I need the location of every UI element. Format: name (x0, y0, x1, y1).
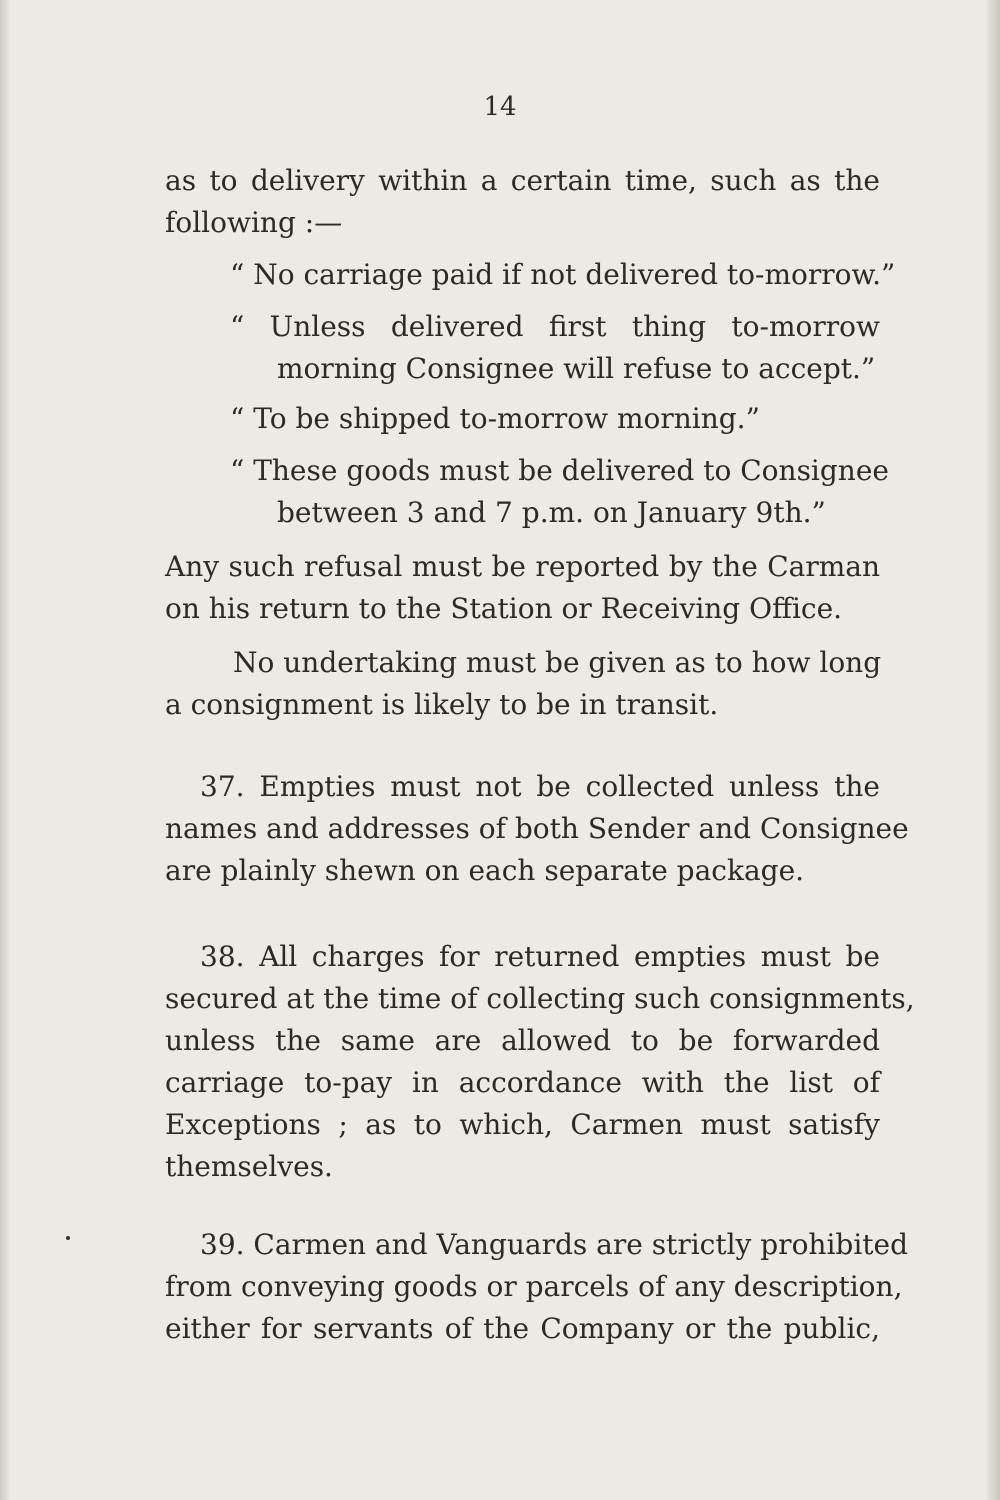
text-line: “ These goods must be delivered to Consignee (230, 454, 889, 487)
undertaking-paragraph (165, 642, 880, 726)
text-line: 39. Carmen and Vanguards are strictly prohibited (200, 1228, 909, 1261)
intro-paragraph (165, 160, 880, 244)
text-line: secured at the time of collecting such consignments, (165, 982, 915, 1015)
text-line: unless the same are allowed to be forwarded (165, 1024, 880, 1057)
text-line: “ Unless delivered first thing to-morrow (230, 310, 880, 343)
text-line: 37. Empties must not be collected unless the (200, 770, 880, 803)
page-edge-left (0, 0, 10, 1500)
text-line: between 3 and 7 p.m. on January 9th.” (277, 496, 826, 529)
rule-38 (165, 936, 915, 1188)
page-edge-right (986, 0, 1000, 1500)
quote-instruction (165, 254, 896, 296)
quote-instruction (165, 450, 889, 534)
text-line: Any such refusal must be reported by the Carman (165, 550, 880, 583)
text-line: 38. All charges for returned empties must be (200, 940, 880, 973)
text-line: Exceptions ; as to which, Carmen must satisfy (165, 1108, 880, 1141)
text-line: are plainly shewn on each separate package. (165, 854, 805, 887)
refusal-paragraph (165, 546, 880, 630)
rule-37 (165, 766, 909, 892)
text-line: carriage to-pay in accordance with the list of (165, 1066, 880, 1099)
text-line: as to delivery within a certain time, such as the (165, 164, 880, 197)
text-line: on his return to the Station or Receiving Office. (165, 592, 843, 625)
text-line: “ To be shipped to-morrow morning.” (230, 402, 760, 435)
rule-39 (165, 1224, 909, 1350)
quote-instruction (165, 306, 880, 390)
text-line: from conveying goods or parcels of any description, (165, 1270, 903, 1303)
text-line: a consignment is likely to be in transit. (165, 688, 719, 721)
ink-speck (66, 1236, 70, 1240)
text-line: either for servants of the Company or the public, (165, 1312, 880, 1345)
text-line: No undertaking must be given as to how long (233, 646, 882, 679)
page-number: 14 (483, 92, 517, 122)
text-line: morning Consignee will refuse to accept.” (277, 352, 876, 385)
quote-instruction (165, 398, 880, 440)
text-line: following :— (165, 206, 343, 239)
text-line: themselves. (165, 1150, 333, 1183)
text-line: names and addresses of both Sender and Consignee (165, 812, 909, 845)
text-line: “ No carriage paid if not delivered to-morrow.” (230, 258, 896, 291)
